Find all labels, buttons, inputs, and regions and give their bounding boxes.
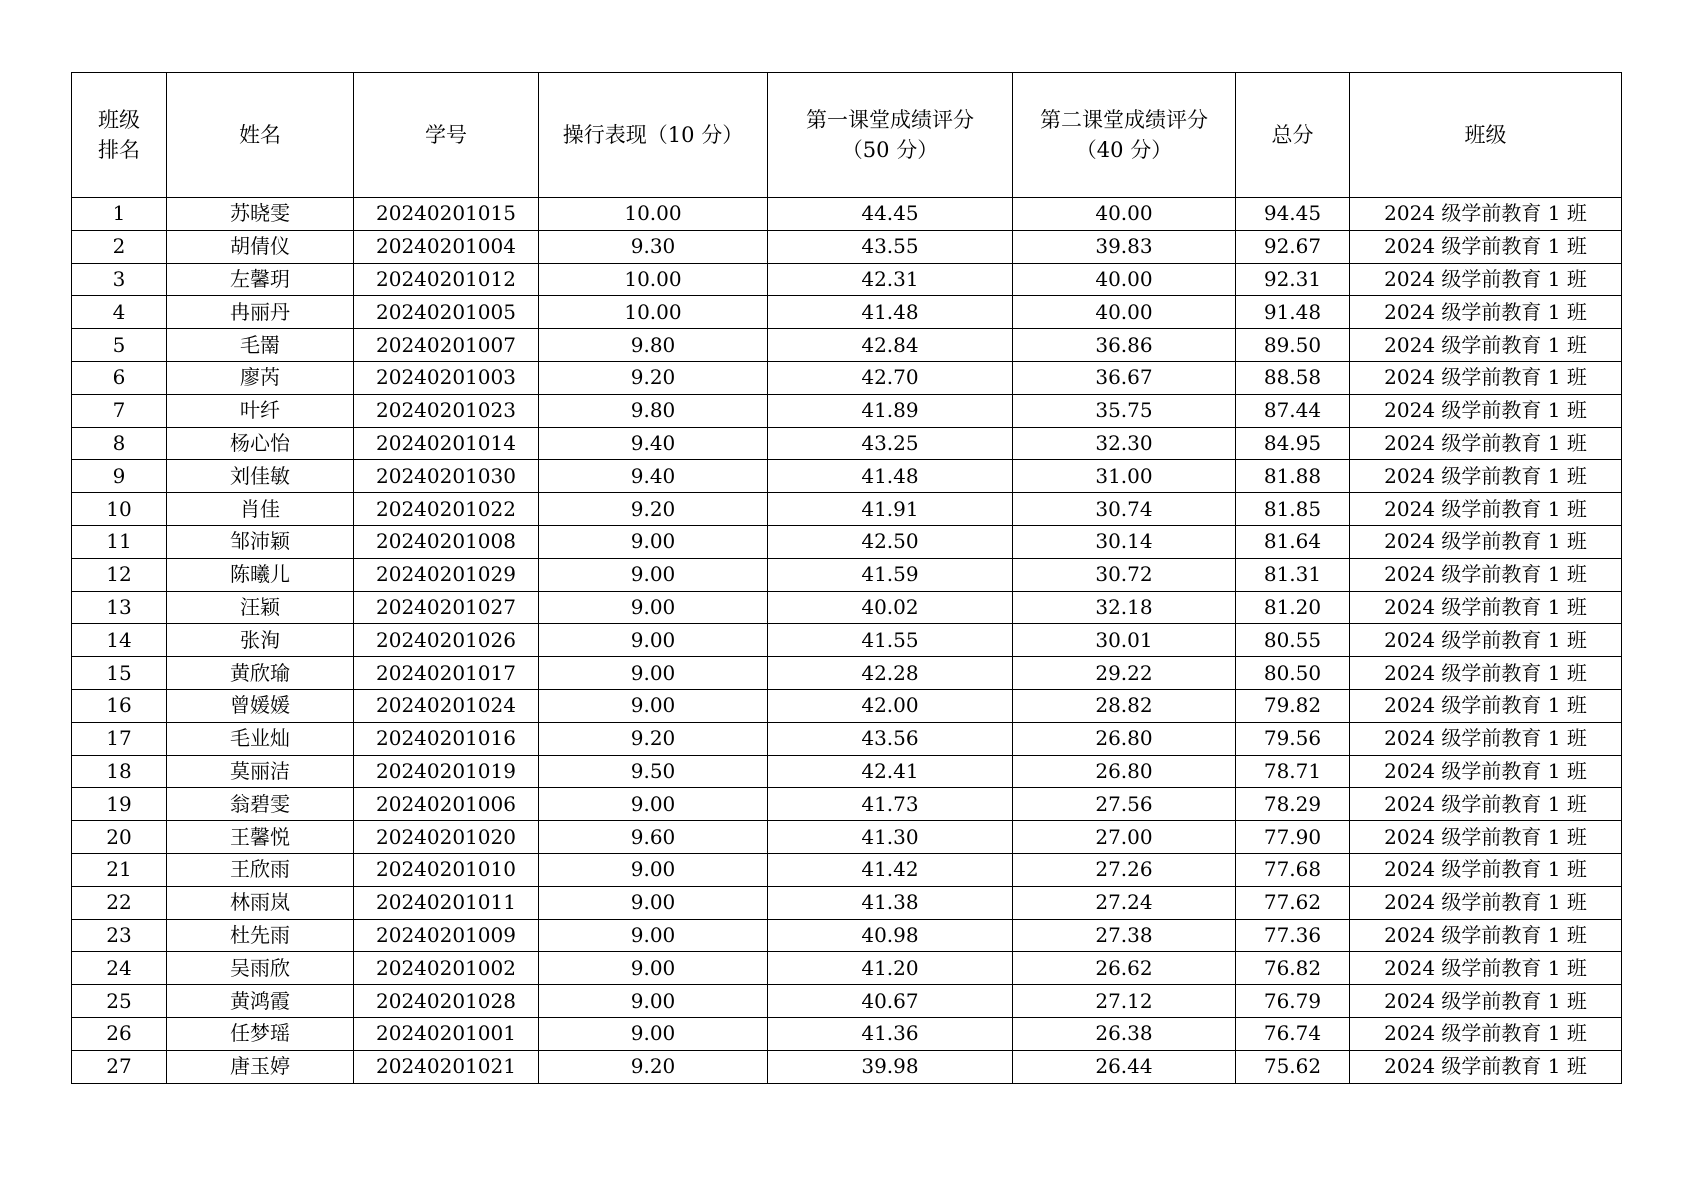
cell-second-class-score: 26.80: [1013, 722, 1236, 755]
table-row: [72, 722, 1622, 755]
cell-total: 76.74: [1236, 1017, 1350, 1050]
cell-class: 2024 级学前教育 1 班: [1350, 1017, 1622, 1050]
table-row: [72, 394, 1622, 427]
cell-name: 苏晓雯: [167, 198, 354, 231]
cell-rank: 7: [72, 394, 167, 427]
cell-rank: 22: [72, 886, 167, 919]
cell-conduct: 9.00: [539, 886, 768, 919]
cell-name: 邹沛颖: [167, 525, 354, 558]
cell-student-id: 20240201010: [354, 853, 539, 886]
cell-rank: 8: [72, 427, 167, 460]
cell-student-id: 20240201020: [354, 821, 539, 854]
cell-conduct: 9.50: [539, 755, 768, 788]
cell-conduct: 9.80: [539, 394, 768, 427]
cell-second-class-score: 28.82: [1013, 689, 1236, 722]
cell-student-id: 20240201017: [354, 657, 539, 690]
cell-class: 2024 级学前教育 1 班: [1350, 493, 1622, 526]
cell-first-class-score: 41.20: [768, 952, 1013, 985]
cell-total: 89.50: [1236, 329, 1350, 362]
cell-conduct: 9.00: [539, 1017, 768, 1050]
cell-first-class-score: 42.70: [768, 361, 1013, 394]
cell-name: 左馨玥: [167, 263, 354, 296]
table-row: [72, 493, 1622, 526]
cell-conduct: 10.00: [539, 198, 768, 231]
table-row: [72, 296, 1622, 329]
cell-name: 汪颖: [167, 591, 354, 624]
cell-class: 2024 级学前教育 1 班: [1350, 821, 1622, 854]
cell-rank: 5: [72, 329, 167, 362]
cell-name: 翁碧雯: [167, 788, 354, 821]
cell-student-id: 20240201012: [354, 263, 539, 296]
cell-class: 2024 级学前教育 1 班: [1350, 1050, 1622, 1083]
table-row: [72, 624, 1622, 657]
header-name: 姓名: [167, 73, 354, 198]
cell-conduct: 9.20: [539, 493, 768, 526]
cell-class: 2024 级学前教育 1 班: [1350, 230, 1622, 263]
cell-rank: 3: [72, 263, 167, 296]
header-first-class: [768, 73, 1013, 198]
cell-total: 77.90: [1236, 821, 1350, 854]
cell-student-id: 20240201023: [354, 394, 539, 427]
header-second-class-line1: 第二课堂成绩评分: [1040, 108, 1208, 132]
table-row: [72, 361, 1622, 394]
cell-first-class-score: 42.31: [768, 263, 1013, 296]
cell-name: 吴雨欣: [167, 952, 354, 985]
cell-total: 81.85: [1236, 493, 1350, 526]
table-row: [72, 329, 1622, 362]
cell-conduct: 9.20: [539, 361, 768, 394]
cell-second-class-score: 27.24: [1013, 886, 1236, 919]
table-row: [72, 788, 1622, 821]
cell-conduct: 9.00: [539, 558, 768, 591]
cell-name: 黄鸿霞: [167, 985, 354, 1018]
cell-total: 77.36: [1236, 919, 1350, 952]
cell-second-class-score: 30.01: [1013, 624, 1236, 657]
cell-total: 87.44: [1236, 394, 1350, 427]
cell-first-class-score: 40.67: [768, 985, 1013, 1018]
cell-student-id: 20240201001: [354, 1017, 539, 1050]
cell-student-id: 20240201004: [354, 230, 539, 263]
cell-total: 80.55: [1236, 624, 1350, 657]
table-row: [72, 853, 1622, 886]
cell-total: 81.88: [1236, 460, 1350, 493]
cell-name: 唐玉婷: [167, 1050, 354, 1083]
cell-name: 杜先雨: [167, 919, 354, 952]
cell-student-id: 20240201021: [354, 1050, 539, 1083]
cell-second-class-score: 40.00: [1013, 296, 1236, 329]
cell-conduct: 9.40: [539, 460, 768, 493]
cell-conduct: 9.00: [539, 591, 768, 624]
cell-class: 2024 级学前教育 1 班: [1350, 394, 1622, 427]
cell-class: 2024 级学前教育 1 班: [1350, 460, 1622, 493]
table-row: [72, 755, 1622, 788]
cell-class: 2024 级学前教育 1 班: [1350, 624, 1622, 657]
cell-name: 曾媛媛: [167, 689, 354, 722]
header-first-class-line1: 第一课堂成绩评分: [806, 108, 974, 132]
cell-name: 肖佳: [167, 493, 354, 526]
cell-class: 2024 级学前教育 1 班: [1350, 427, 1622, 460]
cell-conduct: 9.00: [539, 624, 768, 657]
table-row: [72, 263, 1622, 296]
cell-first-class-score: 44.45: [768, 198, 1013, 231]
cell-first-class-score: 41.89: [768, 394, 1013, 427]
cell-conduct: 9.60: [539, 821, 768, 854]
cell-total: 78.29: [1236, 788, 1350, 821]
cell-rank: 18: [72, 755, 167, 788]
cell-name: 廖芮: [167, 361, 354, 394]
cell-first-class-score: 39.98: [768, 1050, 1013, 1083]
cell-total: 94.45: [1236, 198, 1350, 231]
cell-first-class-score: 41.30: [768, 821, 1013, 854]
cell-first-class-score: 43.25: [768, 427, 1013, 460]
header-rank-line2: 排名: [98, 138, 140, 162]
cell-student-id: 20240201005: [354, 296, 539, 329]
cell-class: 2024 级学前教育 1 班: [1350, 985, 1622, 1018]
cell-total: 76.79: [1236, 985, 1350, 1018]
cell-rank: 9: [72, 460, 167, 493]
cell-second-class-score: 30.72: [1013, 558, 1236, 591]
cell-name: 任梦瑶: [167, 1017, 354, 1050]
cell-class: 2024 级学前教育 1 班: [1350, 886, 1622, 919]
header-row: [72, 73, 1622, 198]
cell-conduct: 9.30: [539, 230, 768, 263]
cell-second-class-score: 32.30: [1013, 427, 1236, 460]
cell-student-id: 20240201030: [354, 460, 539, 493]
cell-student-id: 20240201019: [354, 755, 539, 788]
cell-total: 78.71: [1236, 755, 1350, 788]
cell-total: 81.20: [1236, 591, 1350, 624]
cell-class: 2024 级学前教育 1 班: [1350, 198, 1622, 231]
cell-conduct: 9.80: [539, 329, 768, 362]
cell-student-id: 20240201003: [354, 361, 539, 394]
table-row: [72, 525, 1622, 558]
cell-first-class-score: 41.48: [768, 296, 1013, 329]
cell-second-class-score: 36.86: [1013, 329, 1236, 362]
table-row: [72, 198, 1622, 231]
cell-conduct: 9.00: [539, 985, 768, 1018]
header-second-class: [1013, 73, 1236, 198]
table-row: [72, 886, 1622, 919]
cell-rank: 21: [72, 853, 167, 886]
table-row: [72, 689, 1622, 722]
cell-name: 叶纤: [167, 394, 354, 427]
cell-rank: 15: [72, 657, 167, 690]
cell-first-class-score: 41.55: [768, 624, 1013, 657]
table-row: [72, 952, 1622, 985]
header-student-id: 学号: [354, 73, 539, 198]
cell-first-class-score: 41.42: [768, 853, 1013, 886]
table-row: [72, 821, 1622, 854]
cell-conduct: 9.00: [539, 952, 768, 985]
header-class: 班级: [1350, 73, 1622, 198]
table-row: [72, 985, 1622, 1018]
cell-student-id: 20240201009: [354, 919, 539, 952]
cell-second-class-score: 26.44: [1013, 1050, 1236, 1083]
cell-rank: 16: [72, 689, 167, 722]
cell-student-id: 20240201002: [354, 952, 539, 985]
header-conduct: 操行表现（10 分）: [539, 73, 768, 198]
cell-second-class-score: 26.62: [1013, 952, 1236, 985]
header-first-class-line2: （50 分）: [841, 138, 939, 162]
cell-total: 84.95: [1236, 427, 1350, 460]
cell-class: 2024 级学前教育 1 班: [1350, 788, 1622, 821]
cell-second-class-score: 30.14: [1013, 525, 1236, 558]
cell-name: 林雨岚: [167, 886, 354, 919]
table-row: [72, 558, 1622, 591]
cell-student-id: 20240201022: [354, 493, 539, 526]
cell-first-class-score: 43.55: [768, 230, 1013, 263]
cell-rank: 24: [72, 952, 167, 985]
cell-student-id: 20240201015: [354, 198, 539, 231]
cell-second-class-score: 27.12: [1013, 985, 1236, 1018]
table-row: [72, 427, 1622, 460]
cell-first-class-score: 42.41: [768, 755, 1013, 788]
cell-student-id: 20240201024: [354, 689, 539, 722]
cell-second-class-score: 29.22: [1013, 657, 1236, 690]
cell-conduct: 9.00: [539, 657, 768, 690]
cell-conduct: 9.00: [539, 919, 768, 952]
cell-student-id: 20240201027: [354, 591, 539, 624]
header-rank-line1: 班级: [98, 108, 140, 132]
cell-second-class-score: 35.75: [1013, 394, 1236, 427]
cell-first-class-score: 41.59: [768, 558, 1013, 591]
cell-first-class-score: 41.91: [768, 493, 1013, 526]
cell-conduct: 9.00: [539, 689, 768, 722]
cell-first-class-score: 40.02: [768, 591, 1013, 624]
cell-student-id: 20240201008: [354, 525, 539, 558]
cell-rank: 11: [72, 525, 167, 558]
cell-first-class-score: 42.00: [768, 689, 1013, 722]
cell-class: 2024 级学前教育 1 班: [1350, 722, 1622, 755]
cell-total: 77.62: [1236, 886, 1350, 919]
header-total: 总分: [1236, 73, 1350, 198]
cell-rank: 23: [72, 919, 167, 952]
score-table: [71, 72, 1622, 1084]
cell-conduct: 9.00: [539, 525, 768, 558]
cell-student-id: 20240201028: [354, 985, 539, 1018]
cell-name: 王馨悦: [167, 821, 354, 854]
cell-class: 2024 级学前教育 1 班: [1350, 689, 1622, 722]
cell-rank: 13: [72, 591, 167, 624]
cell-total: 92.31: [1236, 263, 1350, 296]
table-row: [72, 657, 1622, 690]
cell-total: 76.82: [1236, 952, 1350, 985]
table-row: [72, 1017, 1622, 1050]
cell-rank: 2: [72, 230, 167, 263]
table-row: [72, 460, 1622, 493]
cell-class: 2024 级学前教育 1 班: [1350, 755, 1622, 788]
cell-rank: 27: [72, 1050, 167, 1083]
cell-second-class-score: 36.67: [1013, 361, 1236, 394]
cell-total: 91.48: [1236, 296, 1350, 329]
cell-student-id: 20240201016: [354, 722, 539, 755]
cell-rank: 6: [72, 361, 167, 394]
cell-class: 2024 级学前教育 1 班: [1350, 361, 1622, 394]
cell-class: 2024 级学前教育 1 班: [1350, 558, 1622, 591]
cell-second-class-score: 32.18: [1013, 591, 1236, 624]
cell-rank: 19: [72, 788, 167, 821]
cell-first-class-score: 42.84: [768, 329, 1013, 362]
cell-second-class-score: 39.83: [1013, 230, 1236, 263]
cell-second-class-score: 27.26: [1013, 853, 1236, 886]
cell-total: 81.31: [1236, 558, 1350, 591]
cell-rank: 26: [72, 1017, 167, 1050]
cell-second-class-score: 26.38: [1013, 1017, 1236, 1050]
cell-conduct: 9.00: [539, 853, 768, 886]
cell-first-class-score: 41.36: [768, 1017, 1013, 1050]
cell-student-id: 20240201026: [354, 624, 539, 657]
cell-class: 2024 级学前教育 1 班: [1350, 296, 1622, 329]
cell-total: 92.67: [1236, 230, 1350, 263]
cell-first-class-score: 43.56: [768, 722, 1013, 755]
cell-class: 2024 级学前教育 1 班: [1350, 263, 1622, 296]
cell-total: 79.56: [1236, 722, 1350, 755]
cell-conduct: 9.40: [539, 427, 768, 460]
cell-first-class-score: 42.50: [768, 525, 1013, 558]
cell-name: 莫丽洁: [167, 755, 354, 788]
cell-total: 75.62: [1236, 1050, 1350, 1083]
cell-name: 陈曦儿: [167, 558, 354, 591]
cell-rank: 10: [72, 493, 167, 526]
cell-name: 毛业灿: [167, 722, 354, 755]
cell-conduct: 10.00: [539, 263, 768, 296]
cell-name: 毛罱: [167, 329, 354, 362]
cell-name: 胡倩仪: [167, 230, 354, 263]
cell-second-class-score: 31.00: [1013, 460, 1236, 493]
cell-second-class-score: 40.00: [1013, 198, 1236, 231]
table-row: [72, 591, 1622, 624]
cell-rank: 4: [72, 296, 167, 329]
header-second-class-line2: （40 分）: [1075, 138, 1173, 162]
cell-second-class-score: 27.00: [1013, 821, 1236, 854]
cell-name: 冉丽丹: [167, 296, 354, 329]
header-rank: [72, 73, 167, 198]
cell-first-class-score: 40.98: [768, 919, 1013, 952]
table-body: [72, 198, 1622, 1084]
cell-second-class-score: 27.56: [1013, 788, 1236, 821]
cell-student-id: 20240201011: [354, 886, 539, 919]
cell-total: 79.82: [1236, 689, 1350, 722]
cell-total: 80.50: [1236, 657, 1350, 690]
cell-conduct: 9.00: [539, 788, 768, 821]
cell-conduct: 10.00: [539, 296, 768, 329]
cell-rank: 20: [72, 821, 167, 854]
cell-class: 2024 级学前教育 1 班: [1350, 525, 1622, 558]
cell-name: 杨心怡: [167, 427, 354, 460]
cell-student-id: 20240201007: [354, 329, 539, 362]
cell-second-class-score: 27.38: [1013, 919, 1236, 952]
cell-class: 2024 级学前教育 1 班: [1350, 329, 1622, 362]
cell-class: 2024 级学前教育 1 班: [1350, 853, 1622, 886]
cell-rank: 12: [72, 558, 167, 591]
cell-total: 81.64: [1236, 525, 1350, 558]
cell-rank: 14: [72, 624, 167, 657]
cell-conduct: 9.20: [539, 722, 768, 755]
cell-student-id: 20240201006: [354, 788, 539, 821]
cell-name: 王欣雨: [167, 853, 354, 886]
cell-name: 黄欣瑜: [167, 657, 354, 690]
cell-first-class-score: 41.38: [768, 886, 1013, 919]
cell-second-class-score: 30.74: [1013, 493, 1236, 526]
cell-name: 张洵: [167, 624, 354, 657]
cell-student-id: 20240201014: [354, 427, 539, 460]
cell-class: 2024 级学前教育 1 班: [1350, 919, 1622, 952]
cell-total: 77.68: [1236, 853, 1350, 886]
cell-second-class-score: 26.80: [1013, 755, 1236, 788]
table-row: [72, 919, 1622, 952]
table-row: [72, 230, 1622, 263]
cell-first-class-score: 42.28: [768, 657, 1013, 690]
table-row: [72, 1050, 1622, 1083]
cell-total: 88.58: [1236, 361, 1350, 394]
cell-first-class-score: 41.73: [768, 788, 1013, 821]
cell-first-class-score: 41.48: [768, 460, 1013, 493]
cell-name: 刘佳敏: [167, 460, 354, 493]
cell-rank: 1: [72, 198, 167, 231]
cell-conduct: 9.20: [539, 1050, 768, 1083]
cell-class: 2024 级学前教育 1 班: [1350, 591, 1622, 624]
cell-second-class-score: 40.00: [1013, 263, 1236, 296]
cell-class: 2024 级学前教育 1 班: [1350, 952, 1622, 985]
cell-student-id: 20240201029: [354, 558, 539, 591]
cell-class: 2024 级学前教育 1 班: [1350, 657, 1622, 690]
cell-rank: 25: [72, 985, 167, 1018]
cell-rank: 17: [72, 722, 167, 755]
